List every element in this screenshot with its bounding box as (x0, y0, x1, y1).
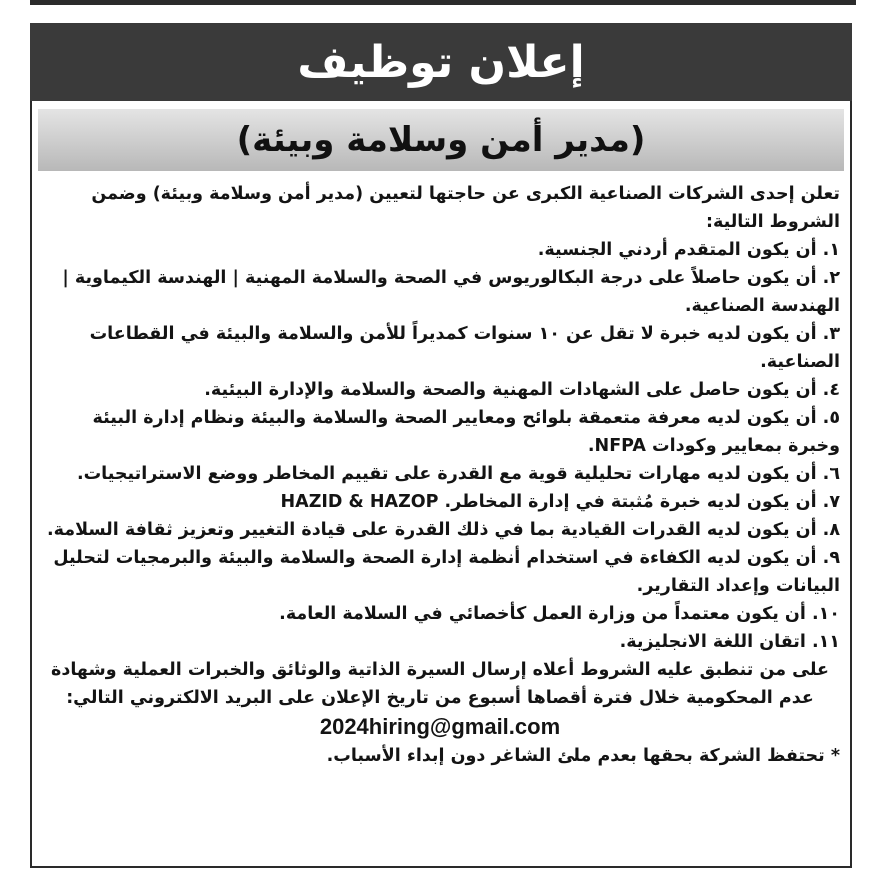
condition-item: ١١. اتقان اللغة الانجليزية. (619, 632, 840, 652)
condition-item: ٤. أن يكون حاصل على الشهادات المهنية والصحة والسلامة والإدارة البيئية. (204, 380, 840, 400)
contact-email[interactable]: 2024hiring@gmail.com (319, 714, 561, 739)
disclaimer-note: * تحتفظ الشركة بحقها بعدم ملئ الشاغر دون إبداء الأسباب. (326, 746, 840, 766)
subtitle-bar (38, 109, 844, 171)
banner-title: إعلان توظيف (297, 36, 585, 88)
ad-body (40, 180, 840, 770)
condition-item: ٥. أن يكون لديه معرفة متعمقة بلوائح ومعايير الصحة والسلامة والبيئة ونظام إدارة البيئة وخبرة بمعايير وكودات NFPA. (92, 408, 840, 456)
title-banner (30, 23, 852, 101)
job-title: (مدير أمن وسلامة وبيئة) (236, 120, 646, 160)
condition-item: ٢. أن يكون حاصلاً على درجة البكالوريوس في الصحة والسلامة المهنية | الهندسة الكيماوية | الهندسة الصناعية. (62, 268, 840, 316)
condition-item: ٩. أن يكون لديه الكفاءة في استخدام أنظمة إدارة الصحة والسلامة والبيئة والبرمجيات لتحليل البيانات وإعداد التقارير. (53, 548, 840, 596)
top-divider (30, 0, 856, 5)
condition-item: ٣. أن يكون لديه خبرة لا تقل عن ١٠ سنوات كمديراً للأمن والسلامة والبيئة في القطاعات الصناعية. (89, 324, 840, 372)
condition-item: ١٠. أن يكون معتمداً من وزارة العمل كأخصائي في السلامة العامة. (279, 604, 840, 624)
application-instructions: على من تنطبق عليه الشروط أعلاه إرسال السيرة الذاتية والوثائق والخبرات العملية وشهادة عدم المحكومية خلال فترة أقصاها أسبوع من تاريخ الإعلان على البريد الالكتروني التالي: (51, 660, 829, 708)
condition-item: ١. أن يكون المتقدم أردني الجنسية. (537, 240, 840, 260)
condition-item: ٨. أن يكون لديه القدرات القيادية بما في ذلك القدرة على قيادة التغيير وتعزيز ثقافة السلامة. (46, 520, 840, 540)
intro-text: تعلن إحدى الشركات الصناعية الكبرى عن حاجتها لتعيين (مدير أمن وسلامة وبيئة) وضمن الشروط التالية: (91, 184, 840, 232)
condition-item: ٧. أن يكون لديه خبرة مُثبتة في إدارة المخاطر. HAZID & HAZOP (280, 492, 840, 512)
condition-item: ٦. أن يكون لديه مهارات تحليلية قوية مع القدرة على تقييم المخاطر ووضع الاستراتيجيات. (76, 464, 840, 484)
